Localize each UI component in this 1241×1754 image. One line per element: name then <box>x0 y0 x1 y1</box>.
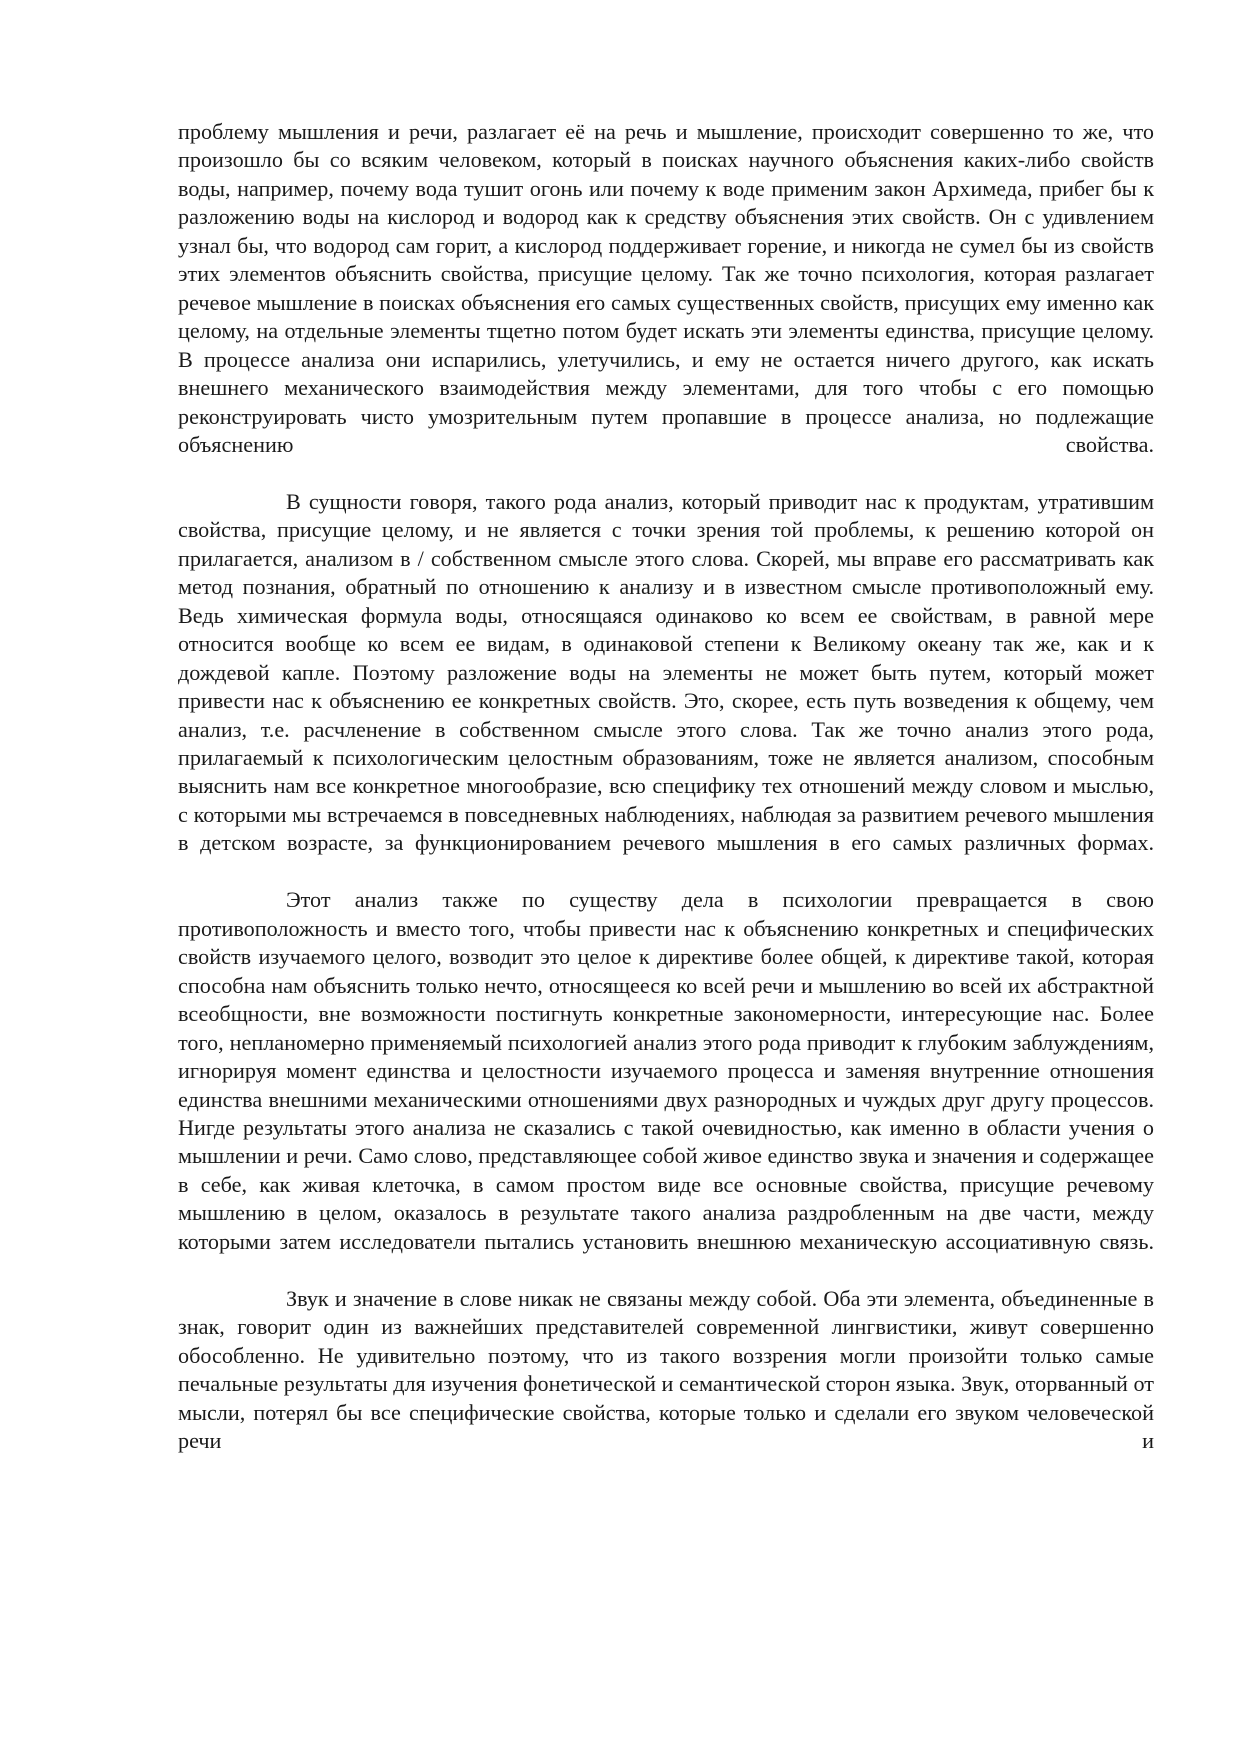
paragraph-gap <box>178 858 1154 887</box>
paragraph-1: проблему мышления и речи, разлагает её на речь и мышление, происходит совершенно то же, что произошло бы со всяким человеком, который в поисках научного объяснения каких-либо свойств воды, например, почему вода тушит огонь или почему к воде применим закон Архимеда, прибег бы к разложению воды на кислород и водород как к средству объяснения этих свойств. Он с удивлением узнал бы, что водород сам горит, а кислород поддерживает горение, и никогда не сумел бы из свойств этих элементов объяснить свойства, присущие целому. Так же точно психология, которая разлагает речевое мышление в поисках объяснения его самых существенных свойств, присущих ему именно как целому, на отдельные элементы тщетно потом будет искать эти элементы единства, присущие целому. В процессе анализа они испарились, улетучились, и ему не остается ничего другого, как искать внешнего механического взаимодействия между элементами, для того чтобы с его помощью реконструировать чисто умозрительным путем пропавшие в процессе анализа, но подлежащие объяснению свойства. <box>178 119 1154 457</box>
paragraph-4: Звук и значение в слове никак не связаны между собой. Оба эти элемента, объединенные в знак, говорит один из важнейших представителей современной лингвистики, живут совершенно обособленно. Не удивительно поэтому, что из такого воззрения могли произойти только самые печальные результаты для изучения фонетической и семантической сторон языка. Звук, оторванный от мысли, потерял бы все специфические свойства, которые только и сделали его звуком человеческой речи и <box>178 1285 1154 1453</box>
document-page <box>178 118 1154 1455</box>
paragraph-3: Этот анализ также по существу дела в психологии превращается в свою противоположность и вместо того, чтобы привести нас к объяснению конкретных и специфических свойств изучаемого целого, возводит это целое к директиве более общей, к директиве такой, которая способна нам объяснить только нечто, относящееся ко всей речи и мышлению во всей их абстрактной всеобщности, вне возможности постигнуть конкретные закономерности, интересующие нас. Более того, непланомерно применяемый психологией анализ этого рода приводит к глубоким заблуждениям, игнорируя момент единства и целостности изучаемого процесса и заменяя внутренние отношения единства внешними механическими отношениями двух разнородных и чуждых друг другу процессов. Нигде результаты этого анализа не сказались с такой очевидностью, как именно в области учения о мышлении и речи. Само слово, представляющее собой живое единство звука и значения и содержащее в себе, как живая клеточка, в самом простом виде все основные свойства, присущие речевому мышлению в целом, оказалось в результате такого анализа раздробленным на две части, между которыми затем исследователи пытались установить внешнюю механическую ассоциативную связь. <box>178 887 1154 1254</box>
paragraph-2: В сущности говоря, такого рода анализ, который приводит нас к продуктам, утратившим свойства, присущие целому, и не является с точки зрения той проблемы, к решению которой он прилагается, анализом в / собственном смысле этого слова. Скорей, мы вправе его рассматривать как метод познания, обратный по отношению к анализу и в известном смысле противоположный ему. Ведь химическая формула воды, относящаяся одинаково ко всем ее свойствам, в равной мере относится вообще ко всем ее видам, в одинаковой степени к Великому океану так же, как и к дождевой капле. Поэтому разложение воды на элементы не может быть путем, который может привести нас к объяснению ее конкретных свойств. Это, скорее, есть путь возведения к общему, чем анализ, т.е. расчленение в собственном смысле этого слова. Так же точно анализ этого рода, прилагаемый к психологическим целостным образованиям, тоже не является анализом, способным выяснить нам все конкретное многообразие, всю специфику тех отношений между словом и мыслью, с которыми мы встречаемся в повседневных наблюдениях, наблюдая за развитием речевого мышления в детском возрасте, за функционированием речевого мышления в его самых различных формах. <box>178 488 1154 856</box>
paragraph-gap <box>178 1256 1154 1285</box>
paragraph-gap <box>178 459 1154 488</box>
